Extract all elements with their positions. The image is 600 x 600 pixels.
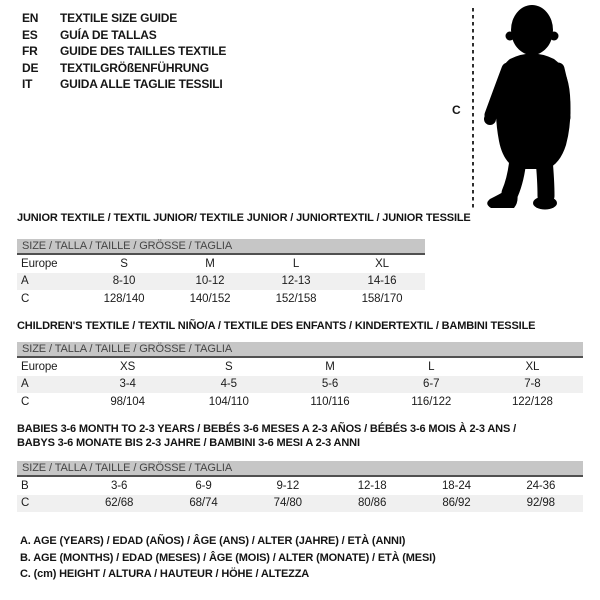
height-marker-label: C	[452, 103, 461, 117]
language-legend	[22, 10, 226, 93]
table-cell: 6-7	[423, 378, 440, 391]
table-cell: 10-12	[195, 275, 225, 288]
note-height-cm: C. (cm) HEIGHT / ALTURA / HAUTEUR / HÖHE / ALTEZZA	[20, 568, 310, 580]
table-cell: 62/68	[105, 497, 134, 510]
table-cell: 5-6	[321, 378, 339, 391]
row-label: Europe	[21, 360, 58, 373]
row-label: A	[21, 378, 29, 391]
note-age-months: B. AGE (MONTHS) / EDAD (MESES) / ÂGE (MOIS) / ALTER (MONATE) / ETÀ (MESI)	[20, 551, 436, 564]
table-cell: 8-10	[112, 275, 136, 288]
row-label: A	[21, 275, 29, 288]
table-cell: 12-18	[357, 479, 387, 492]
language-row-fr	[22, 43, 226, 60]
language-title: TEXTILGRÖßENFÜHRUNG	[60, 60, 209, 75]
table-cell: M	[205, 257, 215, 270]
table-cell: L	[428, 360, 435, 373]
row-label: B	[21, 479, 29, 492]
table-cell: 80/86	[358, 497, 387, 510]
table-cell: 12-13	[281, 275, 311, 288]
junior-size-table	[17, 239, 425, 308]
table-cell: XL	[525, 360, 540, 373]
language-title: GUIDE DES TAILLES TEXTILE	[60, 44, 227, 58]
table-cell: 68/74	[189, 497, 218, 510]
legend-notes	[20, 533, 436, 583]
table-cell: S	[120, 257, 128, 270]
language-title: GUÍA DE TALLAS	[60, 27, 157, 42]
language-code: ES	[22, 27, 38, 42]
table-row	[17, 477, 583, 495]
babies-section-title: BABIES 3-6 MONTH TO 2-3 YEARS / BEBÉS 3-6 MESES A 2-3 AÑOS / BÉBÉS 3-6 MOIS À 2-3 ANS / BABYS 3-6 MONATE BIS 2-3 JAHRE / BAMBINI 3-6 MESI A 2-3 ANNI	[17, 423, 516, 449]
table-body	[17, 477, 583, 512]
table-cell: 122/128	[511, 395, 553, 408]
row-label: Europe	[21, 257, 58, 270]
children-section-title: CHILDREN'S TEXTILE / TEXTIL NIÑO/A / TEXTILE DES ENFANTS / KINDERTEXTIL / BAMBINI TESSILE	[17, 320, 536, 332]
table-cell: 86/92	[442, 497, 471, 510]
row-label: C	[21, 292, 30, 305]
language-code: EN	[22, 11, 39, 25]
table-body	[17, 255, 425, 308]
table-row	[17, 393, 583, 411]
table-cell: XS	[120, 360, 136, 373]
table-cell: 152/158	[275, 292, 317, 305]
table-cell: 4-5	[220, 378, 237, 391]
table-cell: 98/104	[110, 395, 145, 408]
language-row-de	[22, 60, 226, 77]
size-header-bar: SIZE / TALLA / TAILLE / GRÖSSE / TAGLIA	[17, 239, 425, 255]
row-label: C	[21, 497, 30, 510]
table-cell: 6-9	[195, 479, 212, 492]
table-cell: XL	[375, 257, 389, 270]
table-cell: 140/152	[189, 292, 231, 305]
junior-section-title: JUNIOR TEXTILE / TEXTIL JUNIOR/ TEXTILE JUNIOR / JUNIORTEXTIL / JUNIOR TESSILE	[17, 212, 471, 224]
table-cell: M	[325, 360, 335, 373]
language-code: IT	[22, 77, 33, 91]
children-size-table	[17, 342, 583, 411]
table-cell: 104/110	[208, 395, 249, 408]
table-cell: 14-16	[367, 275, 397, 288]
table-cell: 116/122	[411, 395, 452, 408]
table-cell: 24-36	[526, 479, 556, 492]
language-row-es	[22, 27, 226, 44]
language-row-en	[22, 10, 226, 27]
height-measure-dashed-line	[472, 8, 474, 210]
language-code: DE	[22, 60, 39, 75]
table-cell: 74/80	[273, 497, 302, 510]
language-row-it	[22, 76, 226, 93]
table-row	[17, 495, 583, 513]
table-row	[17, 255, 425, 273]
table-row	[17, 273, 425, 291]
table-cell: 158/170	[361, 292, 403, 305]
table-cell: 7-8	[524, 378, 541, 391]
language-code: FR	[22, 44, 38, 58]
table-cell: 3-6	[111, 479, 128, 492]
table-cell: 110/116	[310, 395, 350, 408]
language-title: TEXTILE SIZE GUIDE	[60, 11, 178, 25]
table-cell: S	[225, 360, 233, 373]
table-row	[17, 358, 583, 376]
size-header-bar: SIZE / TALLA / TAILLE / GRÖSSE / TAGLIA	[17, 461, 583, 477]
baby-silhouette-image	[480, 3, 584, 213]
language-title: GUIDA ALLE TAGLIE TESSILI	[60, 77, 223, 91]
table-cell: 92/98	[526, 497, 555, 510]
table-cell: 3-4	[119, 378, 136, 391]
table-cell: 9-12	[276, 479, 300, 492]
table-cell: 18-24	[442, 479, 471, 492]
note-age-years: A. AGE (YEARS) / EDAD (AÑOS) / ÂGE (ANS) / ALTER (JAHRE) / ETÀ (ANNI)	[20, 535, 406, 547]
table-row	[17, 376, 583, 394]
table-cell: L	[292, 257, 300, 270]
row-label: C	[21, 395, 30, 408]
table-row	[17, 290, 425, 308]
table-cell: 128/140	[103, 292, 145, 305]
table-body	[17, 358, 583, 411]
babies-size-table	[17, 461, 583, 512]
size-header-bar: SIZE / TALLA / TAILLE / GRÖSSE / TAGLIA	[17, 342, 583, 358]
